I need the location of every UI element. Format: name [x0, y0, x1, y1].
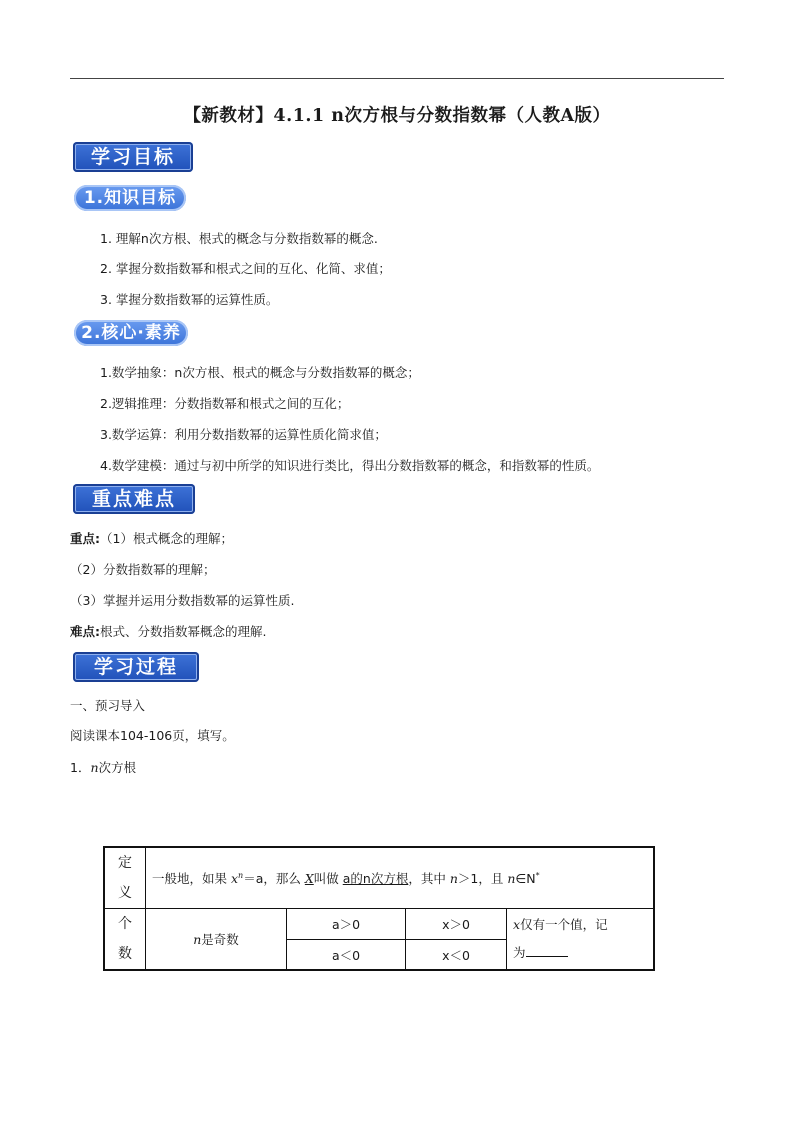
difficulty-label: 难点: [70, 624, 100, 639]
key-point-line-1 [70, 529, 233, 547]
count-row-positive [104, 909, 654, 940]
x-positive-cell: x＞0 [406, 909, 507, 940]
difficulty-text: 根式、分数指数幂概念的理解. [100, 624, 267, 639]
item-number: 1． [70, 760, 91, 775]
section-heading: 一、预习导入 [70, 698, 146, 713]
note-cell: x仅有一个值，记 为 [507, 909, 655, 971]
difficulty-line [70, 622, 266, 640]
x-negative-cell: x＜0 [406, 940, 507, 970]
badge-learning-process: 学习过程 [73, 652, 199, 682]
literacy-item-1: 1.数学抽象：n次方根、根式的概念与分数指数幂的概念； [100, 365, 420, 380]
nth-root-table [103, 846, 655, 971]
count-header: 个 数 [104, 909, 146, 971]
item-title: 次方根 [98, 760, 137, 775]
knowledge-goal-1: 1. 理解n次方根、根式的概念与分数指数幂的概念. [100, 231, 378, 246]
knowledge-goal-3: 3. 掌握分数指数幂的运算性质。 [100, 292, 279, 307]
badge-core-literacy: 2.核心·素养 [74, 320, 188, 346]
answer-blank[interactable] [526, 944, 568, 957]
definition-cell: 一般地，如果 $x^n=a$，那么 X叫做 a的n次方根，其中 n＞1，且 n∈N* [146, 847, 655, 909]
reading-instruction: 阅读课本104-106页，填写。 [70, 728, 235, 743]
badge-knowledge-goals: 1.知识目标 [74, 185, 186, 211]
a-positive-cell: a＞0 [287, 909, 406, 940]
item-variable: n [90, 760, 99, 775]
knowledge-goal-2: 2. 掌握分数指数幂和根式之间的互化、化简、求值； [100, 261, 391, 276]
key-item-3: （3）掌握并运用分数指数幂的运算性质. [70, 593, 295, 608]
key-item-1: （1）根式概念的理解； [100, 531, 233, 546]
badge-learning-goals: 学习目标 [73, 142, 193, 172]
a-negative-cell: a＜0 [287, 940, 406, 970]
header-rule [70, 78, 724, 79]
key-item-2: （2）分数指数幂的理解； [70, 562, 216, 577]
literacy-item-4: 4.数学建模：通过与初中所学的知识进行类比，得出分数指数幂的概念，和指数幂的性质。 [100, 458, 600, 473]
definition-row [104, 847, 654, 909]
key-label: 重点: [70, 531, 100, 546]
page-title: 【新教材】4.1.1 n次方根与分数指数幂（人教A版） [183, 106, 611, 126]
literacy-item-2: 2.逻辑推理：分数指数幂和根式之间的互化； [100, 396, 350, 411]
odd-n-cell: n是奇数 [146, 909, 287, 971]
literacy-item-3: 3.数学运算：利用分数指数幂的运算性质化简求值； [100, 427, 387, 442]
badge-key-points: 重点难点 [73, 484, 195, 514]
item-heading [70, 758, 136, 776]
definition-header: 定 义 [104, 847, 146, 909]
